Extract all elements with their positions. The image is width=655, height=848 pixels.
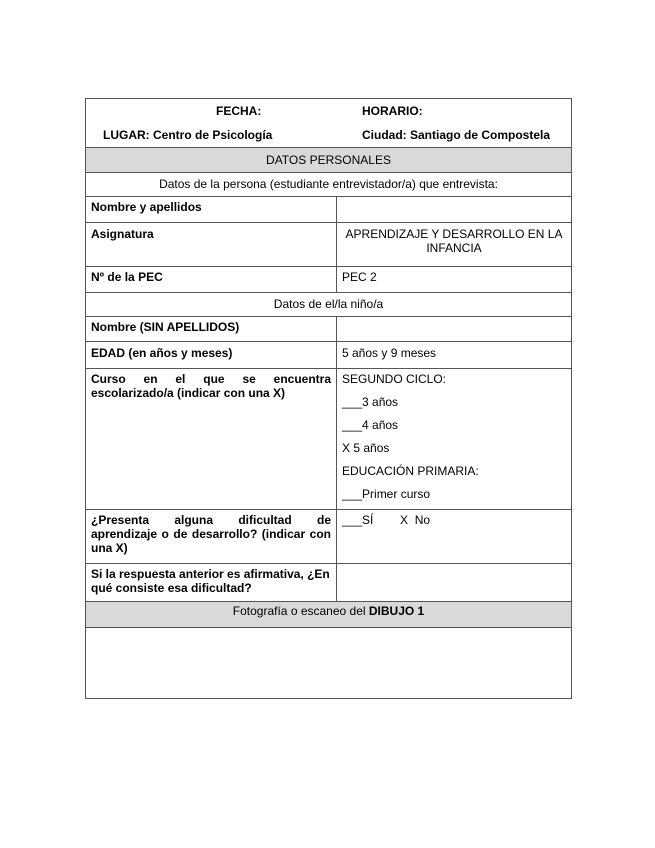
pec-label: Nº de la PEC — [86, 267, 337, 293]
header-row — [86, 99, 572, 148]
nino-nombre-value[interactable] — [337, 317, 572, 342]
curso-option-4-anos[interactable]: ___4 años — [342, 418, 399, 432]
curso-label: Curso en el que se encuentra escolarizado/a (indicar con una X) — [86, 369, 337, 510]
datos-personales-title-row — [86, 148, 572, 173]
subtitle-row — [86, 173, 572, 197]
section-title-dibujo — [86, 602, 572, 628]
pec-value[interactable]: PEC 2 — [337, 267, 572, 293]
dificultad-label: ¿Presenta alguna dificultad de aprendizaje o de desarrollo? (indicar con una X) — [86, 510, 337, 564]
dificultad-value[interactable]: ___SÍ X No — [337, 510, 572, 564]
table-row — [86, 510, 572, 564]
section-title-nino: Datos de el/la niño/a — [86, 293, 572, 317]
dibujo-title-row — [86, 602, 572, 628]
table-row — [86, 197, 572, 223]
curso-option-primer-curso[interactable]: ___Primer curso — [342, 487, 431, 501]
table-row — [86, 317, 572, 342]
interview-form-table — [85, 98, 572, 699]
table-row — [86, 369, 572, 510]
table-row — [86, 564, 572, 602]
table-row — [86, 628, 572, 699]
horario-label: HORARIO: — [362, 104, 423, 118]
curso-option-educacion-primaria: EDUCACIÓN PRIMARIA: — [342, 464, 479, 478]
fecha-label: FECHA: — [216, 104, 262, 118]
dibujo-title-prefix: Fotografía o escaneo del — [232, 604, 369, 618]
afirmativa-value[interactable] — [337, 564, 572, 602]
asignatura-value[interactable]: APRENDIZAJE Y DESARROLLO EN LA INFANCIA — [337, 223, 572, 267]
nombre-apellidos-value[interactable] — [337, 197, 572, 223]
table-row — [86, 342, 572, 369]
table-row — [86, 223, 572, 267]
nombre-apellidos-label: Nombre y apellidos — [86, 197, 337, 223]
edad-label: EDAD (en años y meses) — [86, 342, 337, 369]
edad-value[interactable]: 5 años y 9 meses — [337, 342, 572, 369]
curso-option-3-anos[interactable]: ___3 años — [342, 395, 399, 409]
ciudad-label: Ciudad: Santiago de Compostela — [362, 128, 551, 142]
afirmativa-label: Si la respuesta anterior es afirmativa, ¿En qué consiste esa dificultad? — [86, 564, 337, 602]
asignatura-label: Asignatura — [86, 223, 337, 267]
section-title-datos-personales: DATOS PERSONALES — [86, 148, 572, 173]
nino-title-row — [86, 293, 572, 317]
lugar-label: LUGAR: Centro de Psicología — [103, 128, 273, 142]
dibujo-title-bold: DIBUJO 1 — [368, 604, 425, 618]
nino-nombre-label: Nombre (SIN APELLIDOS) — [86, 317, 337, 342]
curso-option-segundo-ciclo: SEGUNDO CICLO: — [342, 372, 447, 386]
section-subtitle-entrevistador: Datos de la persona (estudiante entrevistador/a) que entrevista: — [86, 173, 572, 197]
dibujo-area[interactable] — [86, 628, 572, 699]
curso-option-5-anos[interactable]: X 5 años — [342, 441, 390, 455]
table-row — [86, 267, 572, 293]
curso-options — [337, 369, 572, 510]
